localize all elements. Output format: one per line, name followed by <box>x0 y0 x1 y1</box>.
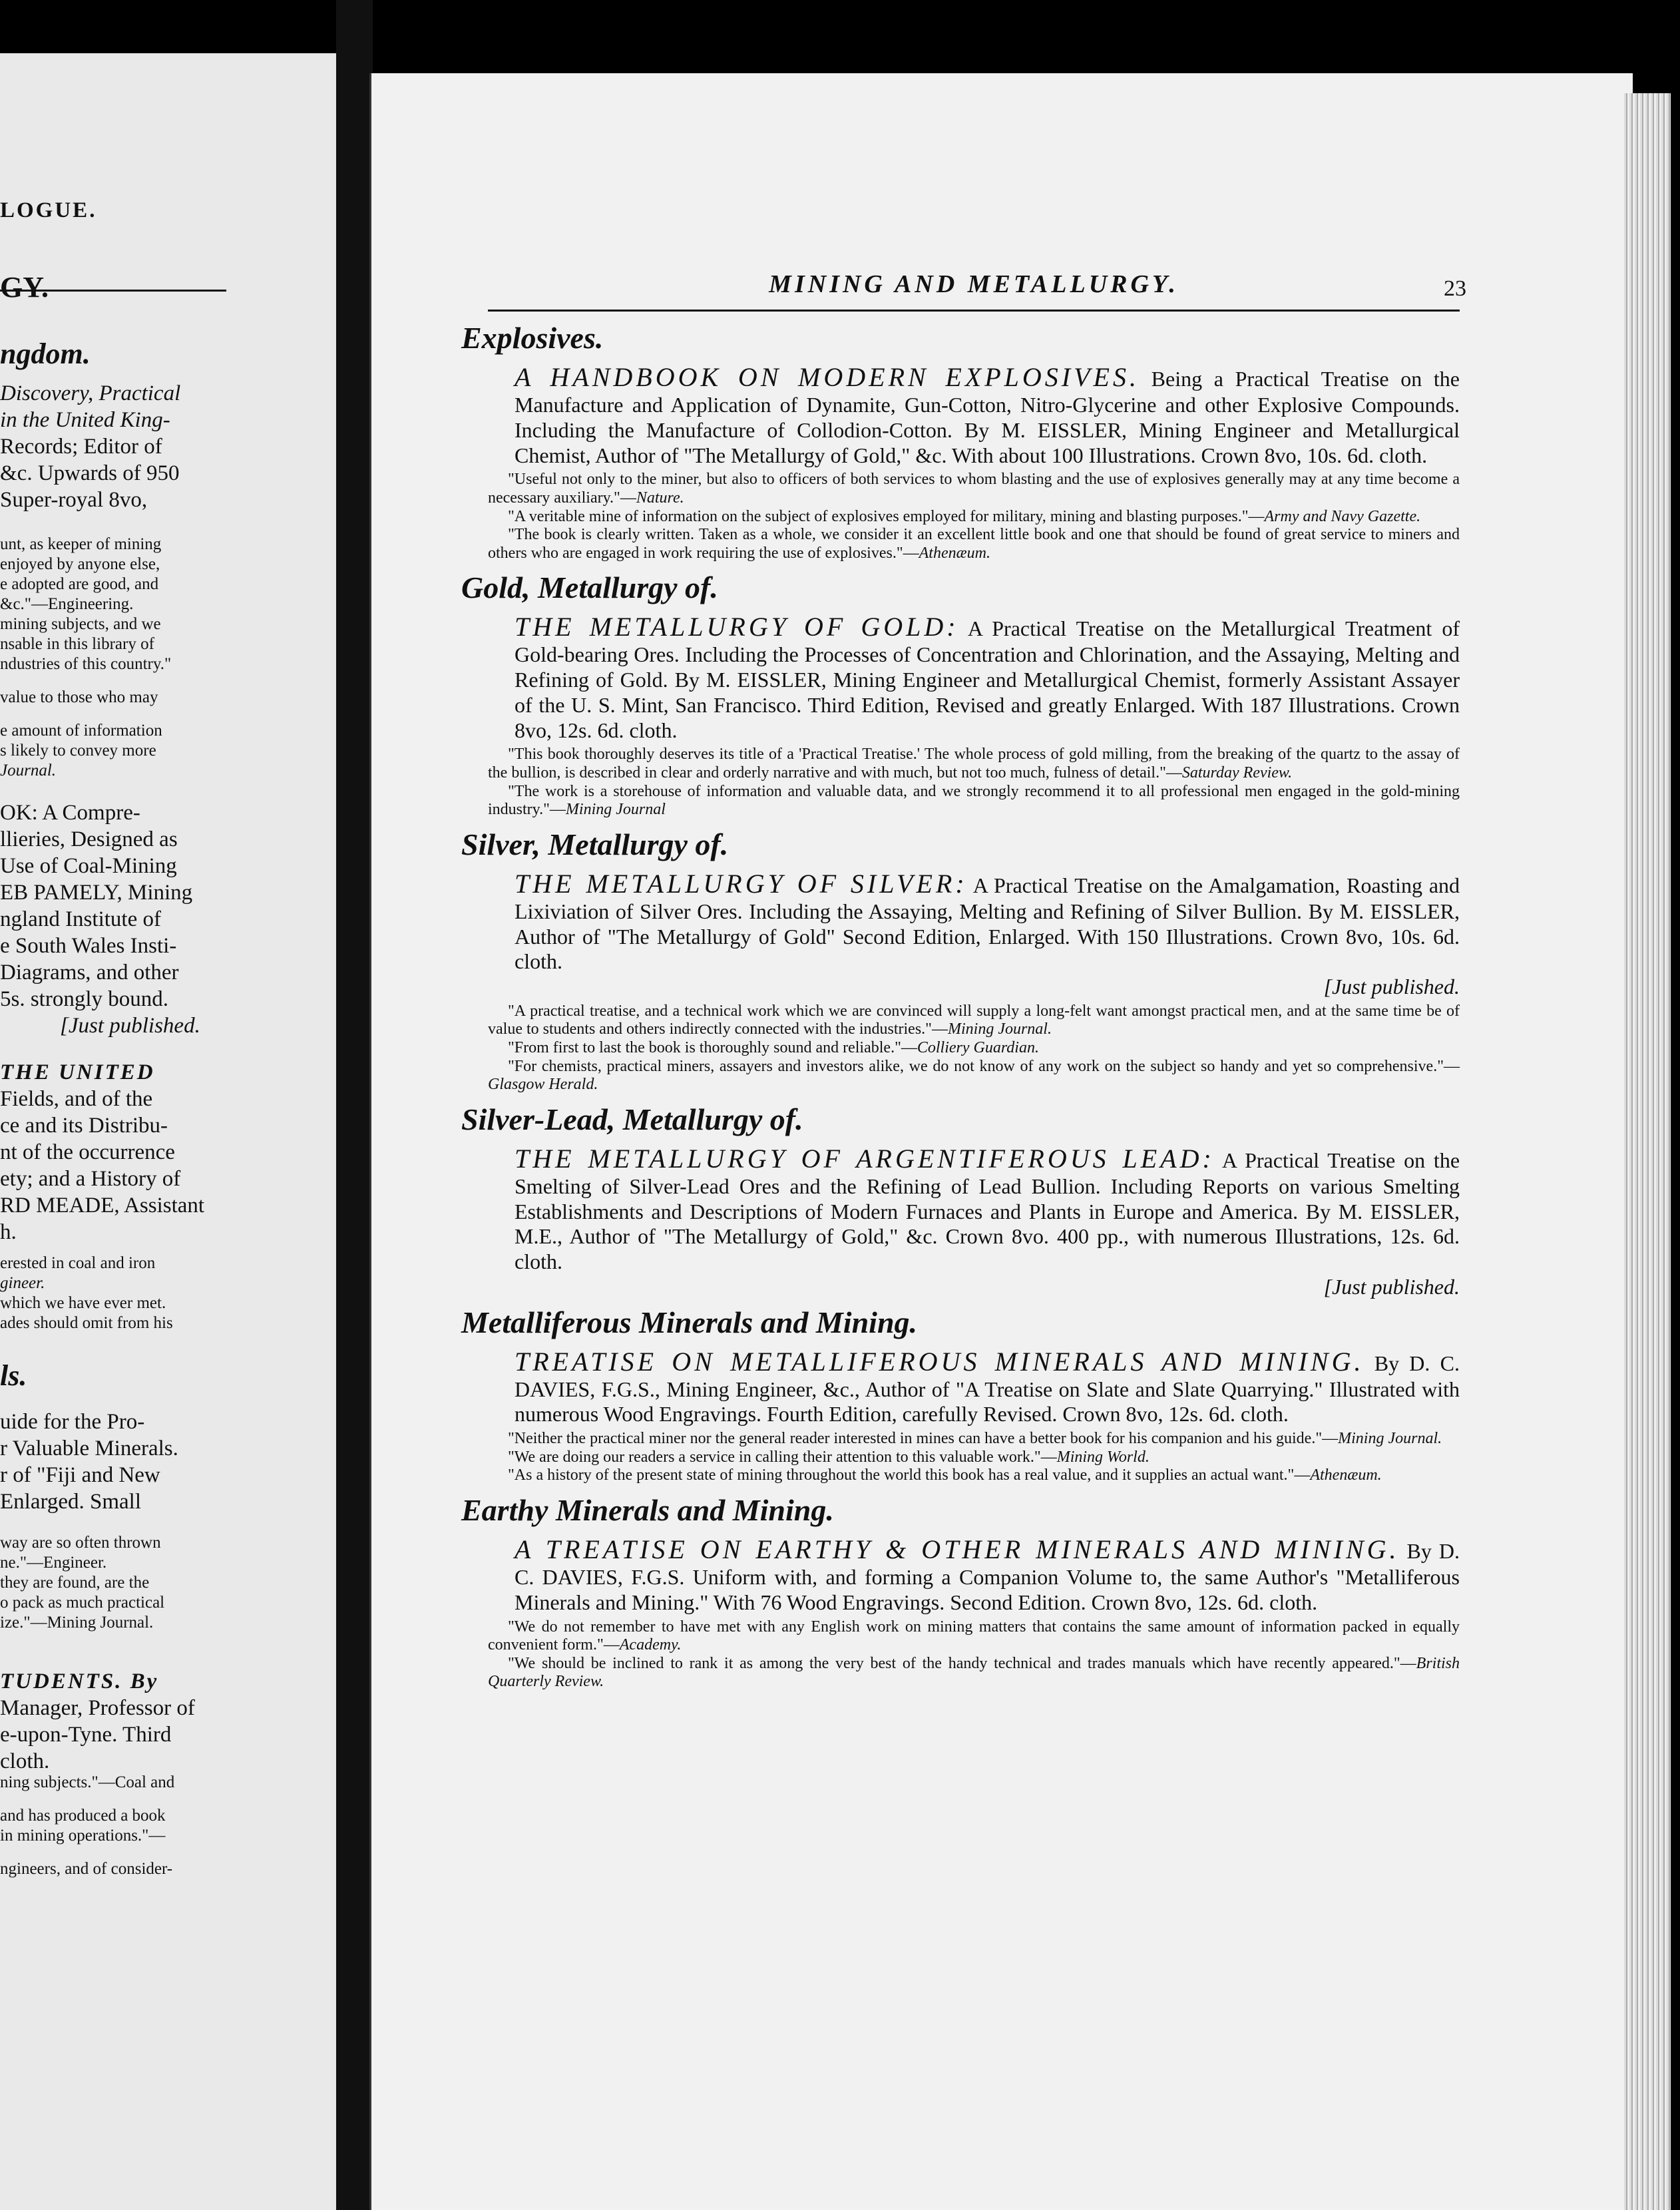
section-heading: Explosives. <box>461 321 604 355</box>
left-page-line: s likely to convey more <box>0 742 156 760</box>
review-quotes <box>488 1430 1460 1485</box>
section-heading: Earthy Minerals and Mining. <box>461 1492 834 1527</box>
left-page-line: Use of Coal-Mining <box>0 854 177 878</box>
review-text: "Neither the practical miner nor the general reader interested in mines can have a better book for his companion and his guide."— <box>508 1430 1339 1448</box>
catalogue-section <box>461 827 1460 1094</box>
left-page-line: and has produced a book <box>0 1807 166 1825</box>
left-page-line: way are so often thrown <box>0 1534 161 1552</box>
review-source: Glasgow Herald. <box>488 1076 598 1094</box>
book-description: By D. C. DAVIES, F.G.S. Uniform with, and forming a Companion Volume to, the same Author's "Metalliferous Minerals and Mining." With 76 Wood Engravings. Second Edition. Crown 8vo, 12s. 6d. cloth. <box>515 1538 1460 1614</box>
book-title: THE METALLURGY OF SILVER: <box>515 868 968 899</box>
review-source: Mining Journal. <box>947 1020 1052 1038</box>
book-title: THE METALLURGY OF GOLD: <box>515 612 959 642</box>
book-entry <box>515 361 1460 468</box>
section-heading: Silver-Lead, Metallurgy of. <box>461 1102 803 1136</box>
left-page-line: ngineers, and of consider- <box>0 1860 173 1878</box>
review-text: "From first to last the book is thoroughly sound and reliable."— <box>508 1039 917 1057</box>
book-entry <box>515 611 1460 743</box>
left-page-line: o pack as much practical <box>0 1594 165 1612</box>
left-page-line: gineer. <box>0 1274 45 1292</box>
left-page-line: Super-royal 8vo, <box>0 488 148 512</box>
left-page-line: ize."—Mining Journal. <box>0 1614 154 1632</box>
catalogue-section <box>461 1492 1460 1691</box>
left-page-line: e South Wales Insti- <box>0 934 177 958</box>
review-quote <box>488 746 1460 782</box>
review-source: Mining Journal <box>565 801 666 819</box>
review-quote <box>488 1039 1460 1058</box>
review-quote <box>488 783 1460 819</box>
left-page-line: Journal. <box>0 762 57 779</box>
book-description: A Practical Treatise on the Metallurgical Treatment of Gold-bearing Ores. Including the Processes of Concentration and Chlorination, and the Assaying, Melting and Refining of Gold. By M. EISSLER, Mining Engineer and Metallurgical Chemist, formerly Assistant Assayer of the U. S. Mint, San Francisco. Third Edition, Revised and greatly Enlarged. With 187 Illustrations. Crown 8vo, 12s. 6d. cloth. <box>515 616 1460 742</box>
left-page-line: RD MEADE, Assistant <box>0 1194 205 1217</box>
page-edges <box>1624 93 1671 2210</box>
left-page-line: in the United King- <box>0 408 170 432</box>
left-page-line: h. <box>0 1220 17 1244</box>
catalogue-section <box>461 1305 1460 1485</box>
section-heading: Gold, Metallurgy of. <box>461 570 718 605</box>
left-page-line: LOGUE. <box>0 198 97 222</box>
review-source: Mining World. <box>1056 1448 1150 1466</box>
review-quote <box>488 1002 1460 1039</box>
review-quotes <box>488 471 1460 562</box>
review-text: "The work is a storehouse of information and valuable data, and we strongly recommend it to all professional men engaged in the gold-mining industry."— <box>488 782 1460 819</box>
review-quotes <box>488 1002 1460 1094</box>
left-page-line: in mining operations."— <box>0 1827 166 1845</box>
left-page-line: TUDENTS. By <box>0 1669 159 1693</box>
review-text: "A veritable mine of information on the subject of explosives employed for military, mining and blasting purposes."— <box>508 507 1265 525</box>
review-quote <box>488 1655 1460 1691</box>
section-heading: Silver, Metallurgy of. <box>461 827 729 861</box>
book-gutter <box>336 0 373 2210</box>
left-page-line: ce and its Distribu- <box>0 1114 168 1138</box>
left-page-line: ades should omit from his <box>0 1314 173 1332</box>
review-quote <box>488 1058 1460 1094</box>
review-quote <box>488 526 1460 562</box>
left-page-line: cloth. <box>0 1749 50 1773</box>
left-page-line: Discovery, Practical <box>0 381 181 405</box>
left-page-line: THE UNITED <box>0 1060 155 1084</box>
left-page-line: ne."—Engineer. <box>0 1554 107 1572</box>
book-title: A HANDBOOK ON MODERN EXPLOSIVES. <box>515 361 1140 392</box>
review-text: "A practical treatise, and a technical work which we are convinced will supply a long-felt want amongst practical men, and at the same time be of value to students and others indirectly connected with the industries."— <box>488 1002 1460 1038</box>
book-title: TREATISE ON METALLIFEROUS MINERALS AND MINING. <box>515 1346 1365 1377</box>
review-text: "For chemists, practical miners, assayers and investors alike, we do not know of any work on the subject so handy and yet so comprehensive."— <box>508 1057 1460 1075</box>
catalogue-sections <box>461 321 1460 1691</box>
left-page-line: e-upon-Tyne. Third <box>0 1723 172 1747</box>
left-page-line: enjoyed by anyone else, <box>0 555 160 573</box>
review-text: "We do not remember to have met with any English work on mining matters that contains the same amount of information packed in equally convenient form."— <box>488 1618 1460 1654</box>
left-page-line: uide for the Pro- <box>0 1410 145 1434</box>
review-quotes <box>488 746 1460 819</box>
book-entry <box>515 1143 1460 1300</box>
review-source: Athenæum. <box>919 544 990 562</box>
review-quote <box>488 471 1460 507</box>
left-page-line: e amount of information <box>0 722 162 740</box>
left-page-line: ndustries of this country." <box>0 655 172 673</box>
left-page-line: ls. <box>0 1359 27 1392</box>
running-head <box>488 270 1466 312</box>
left-page-line: ning subjects."—Coal and <box>0 1773 175 1791</box>
publication-status: [Just published. <box>1323 1274 1460 1299</box>
review-text: "As a history of the present state of mining throughout the world this book has a real value, and it supplies an actual want."— <box>508 1466 1311 1484</box>
catalogue-section <box>461 1102 1460 1300</box>
left-page-line: &c. Upwards of 950 <box>0 461 180 485</box>
left-page-line: Records; Editor of <box>0 435 162 459</box>
left-page-line: Fields, and of the <box>0 1087 153 1111</box>
left-page-line: [Just published. <box>60 1014 200 1038</box>
left-page-line: ngland Institute of <box>0 907 161 931</box>
book-title: A TREATISE ON EARTHY & OTHER MINERALS AND MINING. <box>515 1534 1400 1564</box>
left-page-line: nsable in this library of <box>0 635 154 653</box>
left-page-line: llieries, Designed as <box>0 827 178 851</box>
left-page-line: mining subjects, and we <box>0 615 161 633</box>
review-quote <box>488 1466 1460 1485</box>
catalogue-section <box>461 321 1460 562</box>
left-page-line: ety; and a History of <box>0 1167 181 1191</box>
review-quotes <box>488 1618 1460 1691</box>
left-page-line: ngdom. <box>0 337 91 370</box>
book-description: A Practical Treatise on the Smelting of Silver-Lead Ores and the Refining of Lead Bullion. Including Reports on various Smelting Establishments and Descriptions of Modern Furnaces and Plants in Europe and America. By M. EISSLER, M.E., Author of "The Metallurgy of Gold," &c. Crown 8vo. 400 pp., with numerous Illustrations, 12s. 6d. cloth. <box>515 1148 1460 1274</box>
review-text: "Useful not only to the miner, but also to officers of both services to whom blasting and the use of explosives generally may at any time become a necessary auxiliary."— <box>488 471 1460 507</box>
left-page <box>0 53 338 2210</box>
running-title: MINING AND METALLURGY. <box>769 270 1179 298</box>
review-source: Colliery Guardian. <box>917 1039 1039 1057</box>
review-quote <box>488 1448 1460 1467</box>
review-source: Mining Journal. <box>1338 1430 1442 1448</box>
review-text: "The book is clearly written. Taken as a whole, we consider it an excellent little book and one that should be found of great service to miners and others who are engaged in work requiring the use of explosives."— <box>488 526 1460 562</box>
left-page-line: &c."—Engineering. <box>0 595 134 613</box>
left-page-line: value to those who may <box>0 688 158 706</box>
review-source: Nature. <box>636 489 684 507</box>
page-number: 23 <box>1444 276 1466 301</box>
review-quote <box>488 1618 1460 1655</box>
left-page-line: erested in coal and iron <box>0 1254 156 1272</box>
left-page-line: Enlarged. Small <box>0 1490 142 1514</box>
section-heading: Metalliferous Minerals and Mining. <box>461 1305 918 1339</box>
left-page-line: e adopted are good, and <box>0 575 159 593</box>
book-entry <box>515 1534 1460 1616</box>
book-entry <box>515 868 1460 1000</box>
left-page-line: Manager, Professor of <box>0 1696 195 1720</box>
left-page-line: Diagrams, and other <box>0 961 179 985</box>
left-page-line: unt, as keeper of mining <box>0 535 162 553</box>
page-content <box>461 270 1466 1699</box>
book-title: THE METALLURGY OF ARGENTIFEROUS LEAD: <box>515 1143 1215 1174</box>
review-text: "This book thoroughly deserves its title of a 'Practical Treatise.' The whole process of gold milling, from the breaking of the quartz to the assay of the bullion, is described in clear and orderly narrative and with much, but not too much, fulness of detail."— <box>488 746 1460 781</box>
left-page-line: 5s. strongly bound. <box>0 987 169 1011</box>
book-entry <box>515 1346 1460 1428</box>
review-source: Academy. <box>619 1636 682 1654</box>
review-quote <box>488 1430 1460 1448</box>
left-page-line: GY. <box>0 271 49 304</box>
publication-status: [Just published. <box>1323 975 1460 999</box>
review-quote <box>488 508 1460 527</box>
review-source: Athenæum. <box>1310 1466 1382 1484</box>
review-text: "We are doing our readers a service in calling their attention to this valuable work."— <box>508 1448 1057 1466</box>
left-page-line: EB PAMELY, Mining <box>0 881 193 905</box>
left-page-line: nt of the occurrence <box>0 1140 175 1164</box>
left-page-line: they are found, are the <box>0 1574 150 1592</box>
left-page-line: r Valuable Minerals. <box>0 1436 178 1460</box>
catalogue-section <box>461 570 1460 819</box>
review-source: Saturday Review. <box>1181 764 1293 781</box>
book-description: A Practical Treatise on the Amalgamation, Roasting and Lixiviation of Silver Ores. Including the Assaying, Melting and Refining of Silver Bullion. By M. EISSLER, Author of "The Metallurgy of Gold" Second Edition, Enlarged. With 150 Illustrations. Crown 8vo, 10s. 6d. cloth. <box>515 873 1460 974</box>
left-page-line: which we have ever met. <box>0 1294 166 1312</box>
review-text: "We should be inclined to rank it as among the very best of the handy technical and trades manuals which have recently appeared."— <box>508 1654 1416 1672</box>
left-page-line: r of "Fiji and New <box>0 1463 160 1487</box>
right-page <box>369 73 1633 2210</box>
book-description: By D. C. DAVIES, F.G.S., Mining Engineer, &c., Author of "A Treatise on Slate and Slate Quarrying." Illustrated with numerous Wood Engravings. Fourth Edition, carefully Revised. Crown 8vo, 12s. 6d. cloth. <box>515 1351 1460 1427</box>
review-source: Army and Navy Gazette. <box>1264 507 1421 525</box>
review-source: British Quarterly Review. <box>488 1654 1460 1691</box>
left-page-line: OK: A Compre- <box>0 801 140 825</box>
book-description: Being a Practical Treatise on the Manufacture and Application of Dynamite, Gun-Cotton, Nitro-Glycerine and other Explosive Compounds. Including the Manufacture of Collodion-Cotton. By M. EISSLER, Mining Engineer and Metallurgical Chemist, Author of "The Metallurgy of Gold," &c. With about 100 Illustrations. Crown 8vo, 10s. 6d. cloth. <box>515 366 1460 467</box>
